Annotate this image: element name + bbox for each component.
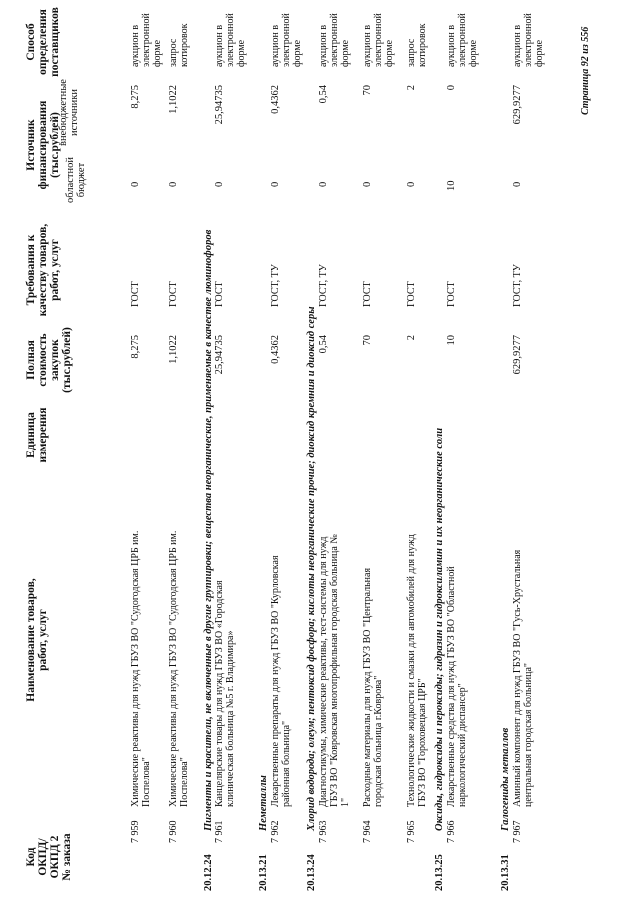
cost-value: 2 [406,335,417,341]
header-sources-line: (тыс.рублей) [49,112,61,178]
header-extra-line: внебюджетные [58,79,69,146]
header-cost-line: стоимость [37,333,49,387]
item-name [512,477,534,807]
order-number: 7 964 [362,820,373,843]
header-method-line: определения [37,9,49,75]
order-number: 7 963 [318,820,329,843]
method-line: котировок [417,23,428,67]
item-name-line: центральная городская больница" [523,662,534,807]
method-line: аукцион в [270,24,281,67]
section-code: 20.12.24 [203,854,214,891]
header-sources [25,90,61,200]
item-name-line: Лекарственные препараты для нужд ГБУЗ ВО "Курловская [270,555,281,807]
header-unit-line: измерения [37,407,49,463]
header-extra-line: источники [69,89,80,136]
method-value [214,1,247,67]
section-title: Оксиды, гидроксиды и пероксиды; гидразин и гидроксиламин и их неорганические соли [434,427,445,831]
method-line: электронной [281,13,292,67]
method-line: электронной [373,13,384,67]
item-name-line: Аминный компонент для нужд ГБУЗ ВО "Гусь-Хрустальная [512,549,523,807]
header-req-line: Требования к [25,234,37,306]
budget-value: 0 [406,181,417,187]
header-method-line: поставщиков [49,7,61,77]
header-budget [65,150,87,210]
header-req-line: работ, услуг [49,239,61,301]
order-number: 7 959 [130,820,141,843]
item-name-line: Диагностикумы, химические реактивы, тест-системы для нужд [318,536,329,807]
requirements-value: ГОСТ [362,281,373,307]
method-line: аукцион в [362,24,373,67]
header-name [25,530,49,750]
header-req-line: качеству товаров, [37,223,49,317]
section-code: 20.13.21 [258,854,269,891]
header-extra [58,75,80,150]
item-name [446,477,468,807]
method-line: форме [468,39,479,67]
method-line: аукцион в [446,24,457,67]
item-name [168,477,190,807]
item-name-line: 1" [340,797,351,807]
requirements-value: ГОСТ, ТУ [270,264,281,307]
order-number: 7 961 [214,820,225,843]
budget-value: 0 [512,181,523,187]
item-name-line: наркологический диспансер" [457,683,468,807]
extra-value: 8,275 [130,85,141,109]
requirements-value: ГОСТ [168,281,179,307]
method-line: форме [292,39,303,67]
header-method [25,1,61,83]
header-cost-line: закупок [49,339,61,381]
requirements-value: ГОСТ [406,281,417,307]
item-name-line: городская больница г.Коврова" [373,675,384,807]
item-name-line: Поспелова" [179,757,190,807]
method-line: котировок [179,23,190,67]
item-name [270,477,292,807]
method-line: электронной [329,13,340,67]
section-code: 20.13.31 [500,854,511,891]
requirements-value: ГОСТ, ТУ [318,264,329,307]
header-budget-line: областной [65,157,76,203]
method-line: запрос [406,38,417,67]
budget-value: 0 [270,181,281,187]
method-value [512,1,545,67]
item-name-line: районная больница" [281,720,292,807]
item-name-line: ГБУЗ ВО "Ковровская многопрофильная городская больница № [329,534,340,807]
header-name-line: Наименование товаров, [25,578,37,702]
budget-value: 0 [168,181,179,187]
header-unit [25,395,49,475]
method-line: форме [236,39,247,67]
order-number: 7 960 [168,820,179,843]
cost-value: 629,9277 [512,335,523,375]
item-name-line: клиническая больница №5 г. Владимира» [225,630,236,807]
header-code-line: Код [25,847,37,867]
item-name [318,467,351,807]
item-name-line: Химические реактивы для нужд ГБУЗ ВО "Судогодская ЦРБ им. [130,530,141,807]
method-value [270,1,303,67]
method-line: электронной [523,13,534,67]
header-name-line: работ, услуг [37,609,49,671]
cost-value: 8,275 [130,335,141,359]
header-code-line: ОКПД 2 [49,835,61,879]
budget-value: 0 [130,181,141,187]
section-code: 20.13.25 [434,854,445,891]
method-value [130,1,163,67]
extra-value: 0,4362 [270,85,281,114]
method-value [446,1,479,67]
cost-value: 70 [362,335,373,346]
method-line: аукцион в [318,24,329,67]
extra-value: 2 [406,85,417,91]
requirements-value: ГОСТ [446,281,457,307]
extra-value: 1,1022 [168,85,179,114]
cost-value: 25,94735 [214,335,225,375]
item-name-line: Лекарственные средства для нужд ГБУЗ ВО "Областной [446,566,457,807]
method-line: электронной [225,13,236,67]
header-budget-line: бюджет [76,162,87,198]
method-line: электронной [141,13,152,67]
requirements-value: ГОСТ [130,281,141,307]
method-line: форме [534,39,545,67]
header-code-line: № заказа [61,833,73,881]
order-number: 7 966 [446,820,457,843]
method-line: аукцион в [512,24,523,67]
budget-value: 0 [214,181,225,187]
method-value [318,1,351,67]
order-number: 7 965 [406,820,417,843]
section-title: Пигменты и красители, не включенные в другие группировки; вещества неорганические, применяемые в качестве люминофоров [203,229,214,831]
header-code [25,827,73,887]
extra-value: 0 [446,85,457,91]
section-title: Хлорид водорода; олеум; пентоксид фосфора; кислоты неорганические прочие; диоксид кремния и диоксид серы [306,306,317,831]
extra-value: 629,9277 [512,85,523,125]
order-number: 7 962 [270,820,281,843]
header-cost-line: Полная [25,340,37,380]
item-name [214,477,236,807]
order-number: 7 967 [512,820,523,843]
section-code: 20.13.24 [306,854,317,891]
budget-value: 0 [362,181,373,187]
budget-value: 10 [446,180,457,191]
cost-value: 0,4362 [270,335,281,364]
header-requirements [25,210,61,330]
item-name-line: Канцелярские товары для нужд ГБУЗ ВО «Городская [214,580,225,807]
header-sources-line: финансирования [37,100,49,190]
extra-value: 25,94735 [214,85,225,125]
requirements-value: ГОСТ [214,281,225,307]
extra-value: 0,54 [318,85,329,104]
method-line: аукцион в [130,24,141,67]
method-value [406,1,428,67]
header-sources-line: Источник [25,119,37,171]
section-title: Галогениды металлов [500,727,511,831]
cost-value: 1,1022 [168,335,179,364]
header-code-line: ОКПД/ [37,838,49,876]
section-title: Неметаллы [258,775,269,831]
item-name-line: ГБУЗ ВО "Гороховецкая ЦРБ" [417,678,428,807]
extra-value: 70 [362,85,373,96]
item-name [406,467,428,807]
header-method-line: Способ [25,23,37,61]
item-name-line: Расходные материалы для нужд ГБУЗ ВО "Центральная [362,567,373,807]
method-line: аукцион в [214,24,225,67]
header-unit-line: Единица [25,412,37,458]
requirements-value: ГОСТ, ТУ [512,264,523,307]
header-cost [25,320,73,400]
cost-value: 10 [446,335,457,346]
page-number: Страница 92 из 556 [580,26,591,115]
cost-value: 0,54 [318,335,329,354]
item-name-line: Химические реактивы для нужд ГБУЗ ВО "Судогодская ЦРБ им. [168,530,179,807]
method-line: форме [340,39,351,67]
item-name-line: Поспелова" [141,757,152,807]
header-cost-line: (тыс.рублей) [61,327,73,393]
method-line: форме [152,39,163,67]
method-line: электронной [457,13,468,67]
method-value [168,1,190,67]
item-name [130,477,152,807]
method-line: форме [384,39,395,67]
method-value [362,1,395,67]
item-name [362,477,384,807]
budget-value: 0 [318,181,329,187]
item-name-line: Технологические жидкости и смазки для автомобилей для нужд [406,534,417,807]
method-line: запрос [168,38,179,67]
